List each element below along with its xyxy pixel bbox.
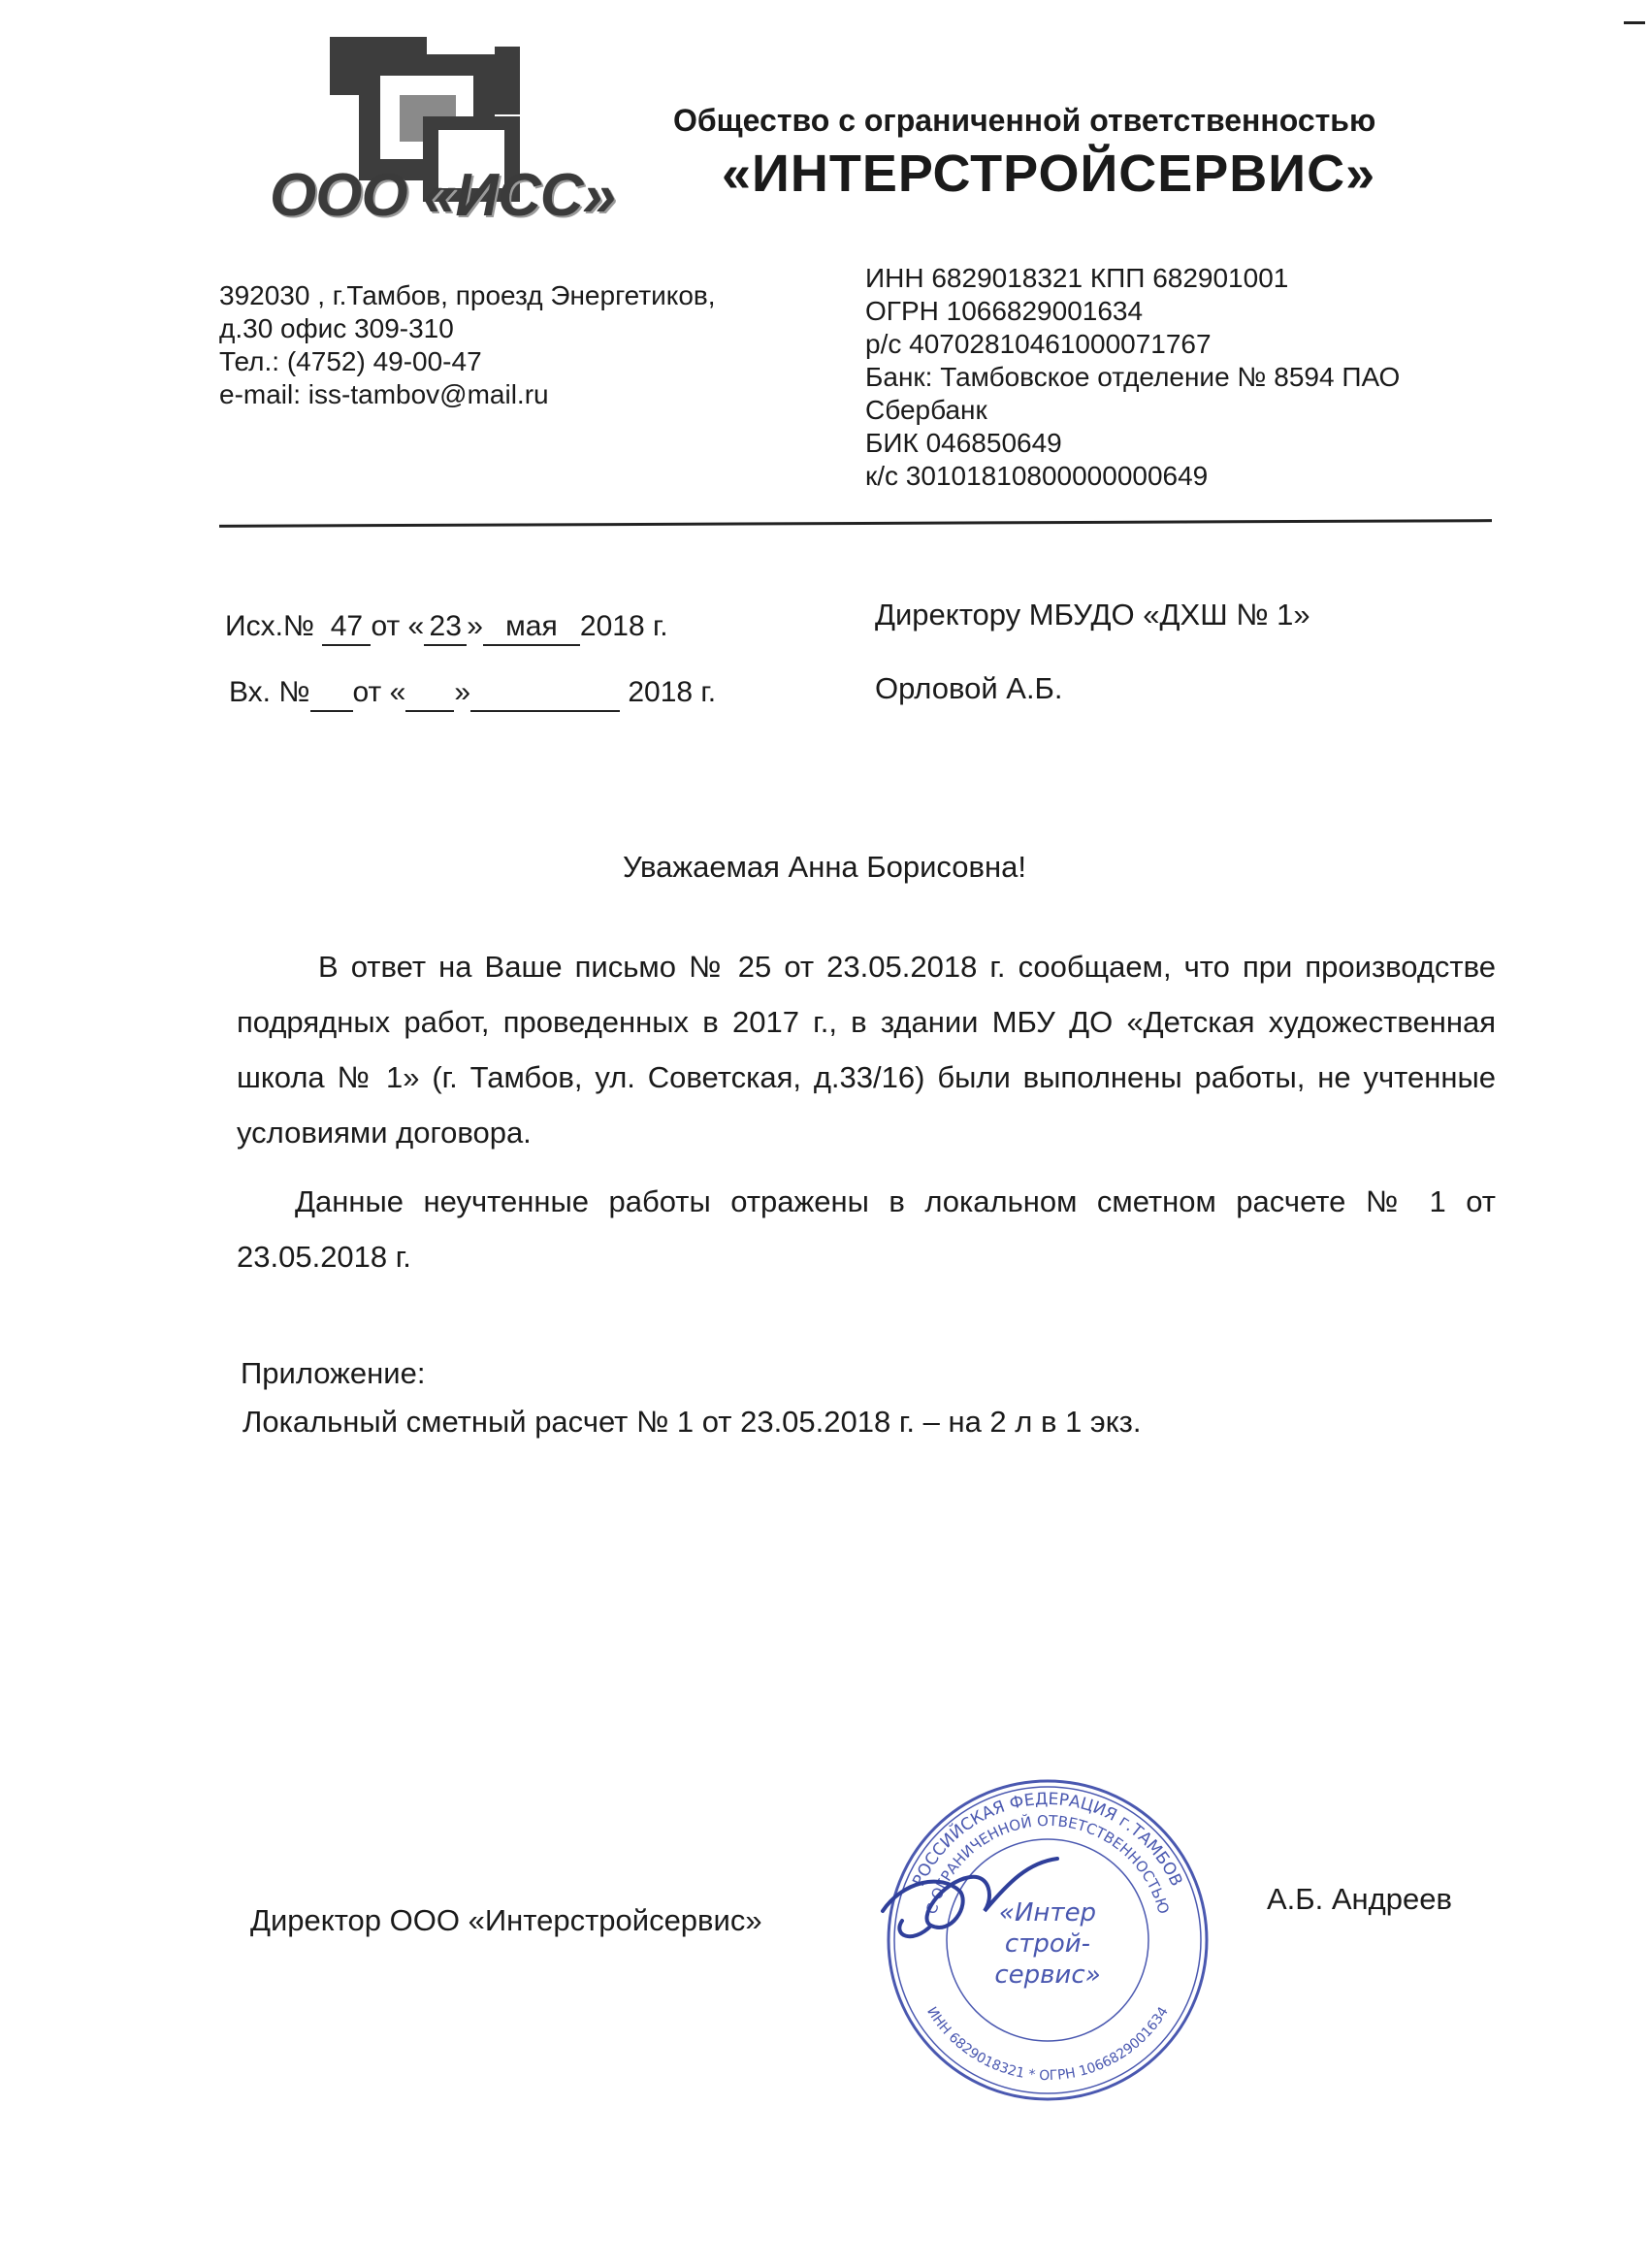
outgoing-number-line	[225, 609, 668, 646]
outgoing-month: мая	[483, 609, 580, 646]
letter-paragraph: В ответ на Ваше письмо № 25 от 23.05.2018 г. сообщаем, что при производстве подрядных работ, проведенных в 2017 г., в здании МБУ ДО «Детская художественная школа № 1» (г. Тамбов, ул. Советская, д.33/16) были выполнены работы, не учтенные условиями договора.	[237, 950, 1496, 1150]
outgoing-close: »	[467, 610, 483, 642]
company-address-block	[219, 279, 716, 411]
company-name: «ИНТЕРСТРОЙСЕРВИС»	[722, 145, 1376, 203]
bank-name: Банк: Тамбовское отделение № 8594 ПАО	[865, 362, 1401, 392]
stamp-bottom-text: ИНН 6829018321 * ОГРН 1066829001634	[923, 2004, 1172, 2085]
stamp-center-line: строй-	[1004, 1929, 1091, 1959]
header-divider	[219, 519, 1492, 528]
letter-paragraph: Данные неучтенные работы отражены в локальном сметном расчете № 1 от 23.05.2018 г.	[237, 1184, 1496, 1274]
email: e-mail: iss-tambov@mail.ru	[219, 379, 549, 409]
inn-kpp: ИНН 6829018321 КПП 682901001	[865, 263, 1289, 293]
signatory-title: Директор ООО «Интерстройсервис»	[250, 1903, 762, 1937]
address-line: д.30 офис 309-310	[219, 313, 454, 343]
stamp-outer-text: РОССИЙСКАЯ ФЕДЕРАЦИЯ г.ТАМБОВ	[909, 1789, 1186, 1890]
incoming-month-blank	[470, 675, 620, 712]
outgoing-from: от «	[371, 610, 425, 642]
bik: БИК 046850649	[865, 428, 1062, 458]
outgoing-year: 2018 г.	[579, 610, 668, 642]
addressee-position: Директору МБУДО «ДХШ № 1»	[875, 598, 1310, 632]
ogrn: ОГРН 1066829001634	[865, 296, 1144, 326]
company-type: Общество с ограниченной ответственностью	[673, 103, 1376, 138]
company-requisites-block	[865, 262, 1400, 493]
incoming-year: 2018 г.	[628, 676, 717, 708]
bank-name-cont: Сбербанк	[865, 395, 987, 425]
incoming-number-blank	[310, 675, 353, 712]
outgoing-number: 47	[322, 609, 371, 646]
corr-account: к/с 30101810800000000649	[865, 461, 1209, 491]
stamp-center-line: сервис»	[994, 1960, 1101, 1990]
attachment-item: Локальный сметный расчет № 1 от 23.05.2018 г. – на 2 л в 1 экз.	[242, 1405, 1142, 1439]
signatory-name: А.Б. Андреев	[1267, 1882, 1452, 1916]
phone: Тел.: (4752) 49-00-47	[219, 346, 482, 376]
scan-edge-mark	[1624, 21, 1645, 24]
incoming-from: от «	[352, 676, 406, 708]
stamp-center-line: «Интер	[998, 1898, 1097, 1928]
address-line: 392030 , г.Тамбов, проезд Энергетиков,	[219, 280, 716, 310]
stamp-inner-text: С ОГРАНИЧЕННОЙ ОТВЕТСТВЕННОСТЬЮ	[922, 1811, 1173, 1917]
attachment-title: Приложение:	[241, 1356, 426, 1390]
incoming-day-blank	[405, 675, 454, 712]
logo-text: ООО «ИСС»	[270, 162, 616, 229]
outgoing-prefix: Исх.№	[225, 610, 315, 642]
addressee-name: Орловой А.Б.	[875, 671, 1063, 705]
incoming-number-line	[229, 675, 716, 712]
salutation: Уважаемая Анна Борисовна!	[623, 850, 1026, 884]
outgoing-day: 23	[424, 609, 467, 646]
incoming-close: »	[454, 676, 471, 708]
bank-account: р/с 40702810461000071767	[865, 329, 1212, 359]
incoming-prefix: Вх. №	[229, 676, 310, 708]
company-stamp	[873, 1766, 1222, 2115]
